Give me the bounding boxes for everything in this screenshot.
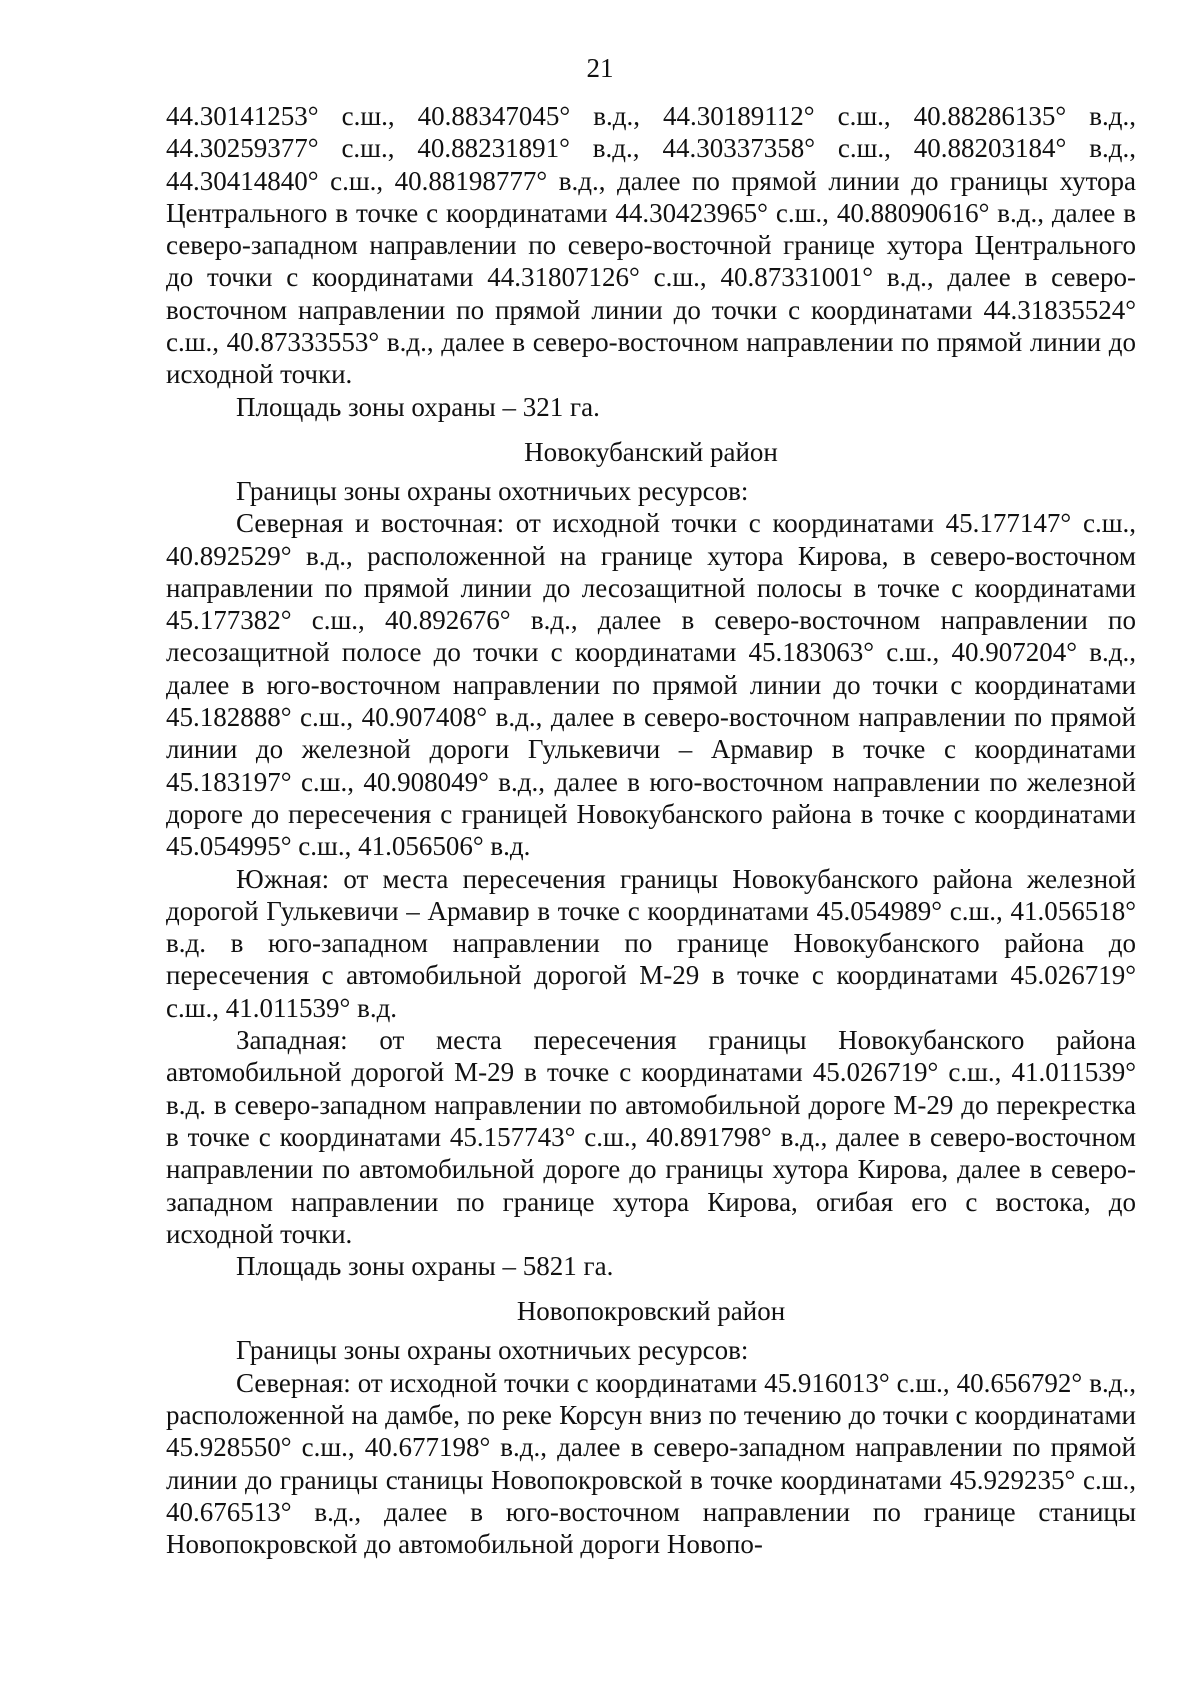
paragraph-area-5821: Площадь зоны охраны – 5821 га.: [236, 1251, 614, 1282]
paragraph-coordinates-continuation: 44.30141253° с.ш., 40.88347045° в.д., 44.30189112° с.ш., 40.88286135° в.д., 44.30259377° с.ш., 40.88231891° в.д., 44.30337358° с.ш., 40.88203184° в.д., 44.30414840° с.ш., 40.88198777° в.д., далее по прямой линии до границы хутора Центрального в точке с координатами 44.30423965° с.ш., 40.88090616° в.д., далее в северо-западном направлении по северо-восточной границе хутора Центрального до точки с координатами 44.31807126° с.ш., 40.87331001° в.д., далее в северо-восточном направлении по прямой линии до точки с координатами 44.31835524° с.ш., 40.87333553° в.д., далее в северо-восточном направлении по прямой линии до исходной точки.: [166, 101, 1136, 390]
document-body: [166, 100, 1136, 1560]
page-number: 21: [586, 53, 614, 83]
section-heading-novokubansky: Новокубанский район: [524, 436, 778, 467]
paragraph-area-321: Площадь зоны охраны – 321 га.: [236, 391, 600, 422]
paragraph-south-boundary: Южная: от места пересечения границы Новокубанского района железной дорогой Гулькевичи – Армавир в точке с координатами 45.054989° с.ш., 41.056518° в.д. в юго-западном направлении по границе Новокубанского района до пересечения с автомобильной дорогой М-29 в точке с координатами 45.026719° с.ш., 41.011539° в.д.: [166, 863, 1136, 1023]
paragraph-west-boundary: Западная: от места пересечения границы Новокубанского района автомобильной дорогой М-29 в точке с координатами 45.026719° с.ш., 41.011539° в.д. в северо-западном направлении по автомобильной дороге М-29 до перекрестка в точке с координатами 45.157743° с.ш., 40.891798° в.д., далее в северо-восточном направлении по автомобильной дороге до границы хутора Кирова, далее в северо-западном направлении по границе хутора Кирова, огибая его с востока, до исходной точки.: [166, 1025, 1136, 1249]
paragraph-boundaries-intro: Границы зоны охраны охотничьих ресурсов:: [236, 475, 749, 506]
section-heading-novopokrovsky: Новопокровский район: [516, 1296, 786, 1327]
paragraph-north-east-boundary: Северная и восточная: от исходной точки с координатами 45.177147° с.ш., 40.892529° в.д., расположенной на границе хутора Кирова, в северо-восточном направлении по прямой линии до лесозащитной полосы в точке с координатами 45.177382° с.ш., 40.892676° в.д., далее в северо-восточном направлении по лесозащитной полосе до точки с координатами 45.183063° с.ш., 40.907204° в.д., далее в юго-восточном направлении по прямой линии до точки с координатами 45.182888° с.ш., 40.907408° в.д., далее в северо-восточном направлении по прямой линии до железной дороги Гулькевичи – Армавир в точке с координатами 45.183197° с.ш., 40.908049° в.д., далее в юго-восточном направлении по железной дороге до пересечения с границей Новокубанского района в точке с координатами 45.054995° с.ш., 41.056506° в.д.: [166, 508, 1136, 862]
paragraph-north-boundary: Северная: от исходной точки с координатами 45.916013° с.ш., 40.656792° в.д., расположенной на дамбе, по реке Корсун вниз по течению до точки с координатами 45.928550° с.ш., 40.677198° в.д., далее в северо-западном направлении по прямой линии до границы станицы Новопокровской в точке координатами 45.929235° с.ш., 40.676513° в.д., далее в юго-восточном направлении по границе станицы Новопокровской до автомобильной дороги Новопо-: [166, 1367, 1136, 1560]
paragraph-boundaries-intro: Границы зоны охраны охотничьих ресурсов:: [236, 1335, 749, 1366]
